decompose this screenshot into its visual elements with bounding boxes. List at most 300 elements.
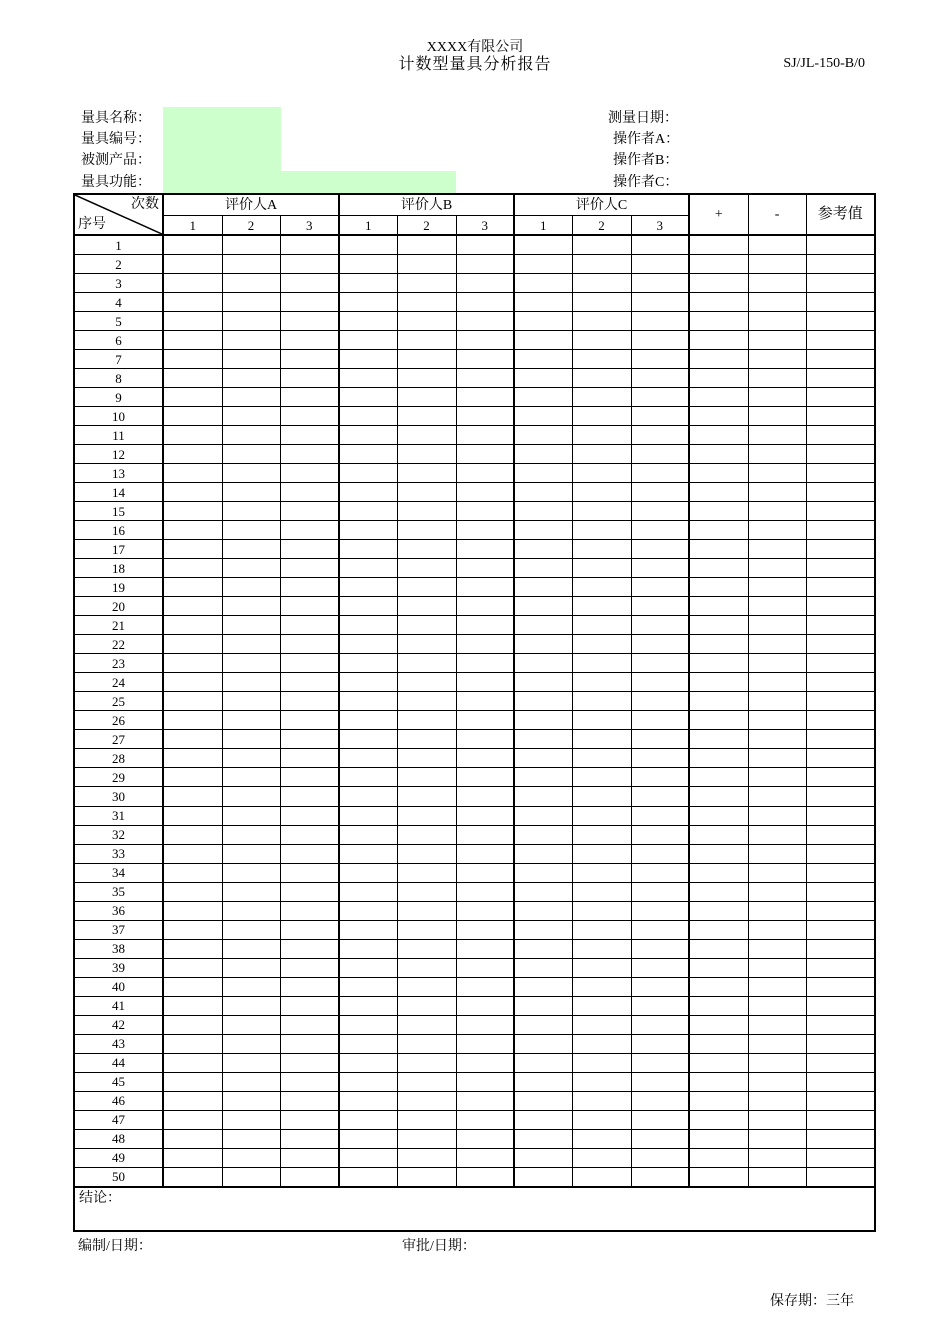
data-cell[interactable] (689, 825, 748, 844)
data-cell[interactable] (397, 768, 456, 787)
data-cell[interactable] (514, 654, 572, 673)
data-cell[interactable] (689, 483, 748, 502)
data-cell[interactable] (631, 1110, 689, 1129)
data-cell[interactable] (339, 635, 397, 654)
data-cell[interactable] (806, 996, 875, 1015)
data-cell[interactable] (339, 350, 397, 369)
data-cell[interactable] (572, 844, 631, 863)
data-cell[interactable] (631, 882, 689, 901)
data-cell[interactable] (572, 882, 631, 901)
data-cell[interactable] (572, 1034, 631, 1053)
data-cell[interactable] (689, 597, 748, 616)
data-cell[interactable] (572, 958, 631, 977)
data-cell[interactable] (280, 787, 339, 806)
data-cell[interactable] (397, 920, 456, 939)
data-cell[interactable] (514, 692, 572, 711)
data-cell[interactable] (689, 882, 748, 901)
data-cell[interactable] (456, 502, 514, 521)
data-cell[interactable] (631, 1034, 689, 1053)
data-cell[interactable] (222, 521, 280, 540)
data-cell[interactable] (280, 825, 339, 844)
data-cell[interactable] (456, 920, 514, 939)
data-cell[interactable] (572, 768, 631, 787)
data-cell[interactable] (689, 464, 748, 483)
data-cell[interactable] (514, 863, 572, 882)
data-cell[interactable] (748, 692, 806, 711)
data-cell[interactable] (397, 1110, 456, 1129)
data-cell[interactable] (456, 825, 514, 844)
data-cell[interactable] (514, 901, 572, 920)
data-cell[interactable] (222, 578, 280, 597)
data-cell[interactable] (689, 1167, 748, 1187)
data-cell[interactable] (689, 939, 748, 958)
data-cell[interactable] (514, 312, 572, 331)
data-cell[interactable] (514, 730, 572, 749)
data-cell[interactable] (163, 274, 222, 293)
data-cell[interactable] (631, 616, 689, 635)
data-cell[interactable] (514, 426, 572, 445)
data-cell[interactable] (572, 749, 631, 768)
data-cell[interactable] (689, 255, 748, 274)
data-cell[interactable] (572, 350, 631, 369)
data-cell[interactable] (397, 1072, 456, 1091)
data-cell[interactable] (631, 1091, 689, 1110)
data-cell[interactable] (748, 1015, 806, 1034)
data-cell[interactable] (514, 255, 572, 274)
data-cell[interactable] (339, 730, 397, 749)
data-cell[interactable] (631, 939, 689, 958)
data-cell[interactable] (514, 939, 572, 958)
data-cell[interactable] (163, 559, 222, 578)
data-cell[interactable] (631, 806, 689, 825)
data-cell[interactable] (456, 407, 514, 426)
data-cell[interactable] (514, 445, 572, 464)
data-cell[interactable] (572, 787, 631, 806)
data-cell[interactable] (806, 521, 875, 540)
data-cell[interactable] (631, 407, 689, 426)
data-cell[interactable] (280, 578, 339, 597)
data-cell[interactable] (456, 559, 514, 578)
data-cell[interactable] (572, 711, 631, 730)
data-cell[interactable] (514, 1148, 572, 1167)
data-cell[interactable] (572, 1091, 631, 1110)
data-cell[interactable] (806, 331, 875, 350)
data-cell[interactable] (514, 597, 572, 616)
data-cell[interactable] (806, 1015, 875, 1034)
data-cell[interactable] (806, 1053, 875, 1072)
data-cell[interactable] (572, 692, 631, 711)
data-cell[interactable] (280, 806, 339, 825)
data-cell[interactable] (163, 445, 222, 464)
data-cell[interactable] (397, 863, 456, 882)
data-cell[interactable] (806, 369, 875, 388)
data-cell[interactable] (280, 635, 339, 654)
data-cell[interactable] (514, 768, 572, 787)
data-cell[interactable] (572, 578, 631, 597)
data-cell[interactable] (631, 235, 689, 255)
data-cell[interactable] (163, 407, 222, 426)
data-cell[interactable] (163, 673, 222, 692)
data-cell[interactable] (456, 863, 514, 882)
data-cell[interactable] (806, 407, 875, 426)
data-cell[interactable] (806, 445, 875, 464)
data-cell[interactable] (339, 996, 397, 1015)
data-cell[interactable] (222, 559, 280, 578)
data-cell[interactable] (163, 863, 222, 882)
data-cell[interactable] (631, 654, 689, 673)
data-cell[interactable] (514, 958, 572, 977)
data-cell[interactable] (222, 350, 280, 369)
data-cell[interactable] (397, 559, 456, 578)
data-cell[interactable] (397, 483, 456, 502)
data-cell[interactable] (456, 274, 514, 293)
data-cell[interactable] (806, 1034, 875, 1053)
data-cell[interactable] (514, 825, 572, 844)
data-cell[interactable] (748, 730, 806, 749)
data-cell[interactable] (689, 863, 748, 882)
data-cell[interactable] (456, 787, 514, 806)
data-cell[interactable] (631, 863, 689, 882)
data-cell[interactable] (572, 235, 631, 255)
data-cell[interactable] (514, 540, 572, 559)
data-cell[interactable] (456, 939, 514, 958)
data-cell[interactable] (339, 825, 397, 844)
data-cell[interactable] (631, 730, 689, 749)
data-cell[interactable] (689, 426, 748, 445)
data-cell[interactable] (456, 1091, 514, 1110)
data-cell[interactable] (572, 806, 631, 825)
data-cell[interactable] (456, 255, 514, 274)
data-cell[interactable] (748, 768, 806, 787)
data-cell[interactable] (631, 673, 689, 692)
data-cell[interactable] (280, 616, 339, 635)
data-cell[interactable] (806, 293, 875, 312)
data-cell[interactable] (397, 540, 456, 559)
data-cell[interactable] (748, 312, 806, 331)
data-cell[interactable] (456, 749, 514, 768)
data-cell[interactable] (163, 578, 222, 597)
data-cell[interactable] (514, 1129, 572, 1148)
data-cell[interactable] (456, 977, 514, 996)
data-cell[interactable] (748, 806, 806, 825)
data-cell[interactable] (339, 1110, 397, 1129)
data-cell[interactable] (748, 1091, 806, 1110)
data-cell[interactable] (339, 483, 397, 502)
data-cell[interactable] (572, 1129, 631, 1148)
data-cell[interactable] (806, 464, 875, 483)
data-cell[interactable] (572, 293, 631, 312)
data-cell[interactable] (456, 1034, 514, 1053)
data-cell[interactable] (806, 388, 875, 407)
data-cell[interactable] (280, 274, 339, 293)
data-cell[interactable] (163, 312, 222, 331)
data-cell[interactable] (280, 559, 339, 578)
data-cell[interactable] (222, 331, 280, 350)
data-cell[interactable] (339, 445, 397, 464)
data-cell[interactable] (163, 996, 222, 1015)
data-cell[interactable] (689, 578, 748, 597)
data-cell[interactable] (631, 996, 689, 1015)
data-cell[interactable] (631, 635, 689, 654)
data-cell[interactable] (163, 692, 222, 711)
data-cell[interactable] (631, 1072, 689, 1091)
data-cell[interactable] (339, 977, 397, 996)
data-cell[interactable] (339, 1072, 397, 1091)
data-cell[interactable] (514, 559, 572, 578)
data-cell[interactable] (397, 616, 456, 635)
data-cell[interactable] (339, 1148, 397, 1167)
data-cell[interactable] (456, 635, 514, 654)
data-cell[interactable] (572, 540, 631, 559)
data-cell[interactable] (339, 331, 397, 350)
data-cell[interactable] (339, 521, 397, 540)
data-cell[interactable] (456, 806, 514, 825)
data-cell[interactable] (280, 293, 339, 312)
data-cell[interactable] (456, 1015, 514, 1034)
data-cell[interactable] (748, 939, 806, 958)
data-cell[interactable] (163, 1129, 222, 1148)
data-cell[interactable] (514, 578, 572, 597)
data-cell[interactable] (806, 749, 875, 768)
data-cell[interactable] (339, 901, 397, 920)
data-cell[interactable] (397, 635, 456, 654)
data-cell[interactable] (689, 673, 748, 692)
data-cell[interactable] (631, 502, 689, 521)
data-cell[interactable] (397, 1129, 456, 1148)
data-cell[interactable] (514, 1072, 572, 1091)
data-cell[interactable] (456, 445, 514, 464)
data-cell[interactable] (397, 293, 456, 312)
data-cell[interactable] (222, 1072, 280, 1091)
data-cell[interactable] (748, 235, 806, 255)
data-cell[interactable] (689, 369, 748, 388)
data-cell[interactable] (397, 711, 456, 730)
data-cell[interactable] (280, 483, 339, 502)
data-cell[interactable] (163, 616, 222, 635)
data-cell[interactable] (163, 235, 222, 255)
data-cell[interactable] (339, 255, 397, 274)
data-cell[interactable] (339, 711, 397, 730)
data-cell[interactable] (222, 996, 280, 1015)
data-cell[interactable] (806, 977, 875, 996)
data-cell[interactable] (748, 331, 806, 350)
data-cell[interactable] (456, 901, 514, 920)
data-cell[interactable] (222, 616, 280, 635)
data-cell[interactable] (163, 787, 222, 806)
data-cell[interactable] (806, 939, 875, 958)
data-cell[interactable] (397, 1091, 456, 1110)
data-cell[interactable] (748, 787, 806, 806)
data-cell[interactable] (222, 730, 280, 749)
data-cell[interactable] (280, 388, 339, 407)
data-cell[interactable] (689, 1072, 748, 1091)
data-cell[interactable] (806, 673, 875, 692)
data-cell[interactable] (339, 654, 397, 673)
data-cell[interactable] (397, 464, 456, 483)
data-cell[interactable] (689, 977, 748, 996)
data-cell[interactable] (572, 502, 631, 521)
data-cell[interactable] (631, 255, 689, 274)
data-cell[interactable] (631, 1148, 689, 1167)
data-cell[interactable] (280, 1110, 339, 1129)
data-cell[interactable] (163, 1110, 222, 1129)
data-cell[interactable] (163, 483, 222, 502)
data-cell[interactable] (514, 996, 572, 1015)
data-cell[interactable] (456, 844, 514, 863)
data-cell[interactable] (689, 540, 748, 559)
data-cell[interactable] (222, 293, 280, 312)
data-cell[interactable] (514, 977, 572, 996)
data-cell[interactable] (748, 559, 806, 578)
data-cell[interactable] (222, 749, 280, 768)
data-cell[interactable] (806, 692, 875, 711)
data-cell[interactable] (514, 369, 572, 388)
data-cell[interactable] (572, 616, 631, 635)
data-cell[interactable] (280, 502, 339, 521)
data-cell[interactable] (397, 692, 456, 711)
data-cell[interactable] (456, 673, 514, 692)
data-cell[interactable] (572, 426, 631, 445)
data-cell[interactable] (397, 407, 456, 426)
data-cell[interactable] (689, 844, 748, 863)
data-cell[interactable] (748, 1053, 806, 1072)
data-cell[interactable] (339, 1034, 397, 1053)
data-cell[interactable] (689, 920, 748, 939)
data-cell[interactable] (514, 350, 572, 369)
data-cell[interactable] (280, 350, 339, 369)
data-cell[interactable] (806, 1167, 875, 1187)
data-cell[interactable] (748, 426, 806, 445)
data-cell[interactable] (397, 996, 456, 1015)
data-cell[interactable] (748, 350, 806, 369)
data-cell[interactable] (222, 312, 280, 331)
data-cell[interactable] (397, 312, 456, 331)
conclusion-cell[interactable]: 结论： (74, 1187, 875, 1231)
data-cell[interactable] (806, 635, 875, 654)
data-cell[interactable] (572, 1110, 631, 1129)
data-cell[interactable] (689, 958, 748, 977)
data-cell[interactable] (222, 673, 280, 692)
data-cell[interactable] (689, 901, 748, 920)
data-cell[interactable] (456, 730, 514, 749)
data-cell[interactable] (222, 635, 280, 654)
data-cell[interactable] (748, 293, 806, 312)
data-cell[interactable] (222, 1015, 280, 1034)
data-cell[interactable] (456, 464, 514, 483)
data-cell[interactable] (456, 711, 514, 730)
data-cell[interactable] (222, 901, 280, 920)
data-cell[interactable] (631, 559, 689, 578)
data-cell[interactable] (572, 464, 631, 483)
data-cell[interactable] (689, 806, 748, 825)
data-cell[interactable] (806, 863, 875, 882)
data-cell[interactable] (631, 331, 689, 350)
data-cell[interactable] (397, 749, 456, 768)
data-cell[interactable] (163, 730, 222, 749)
data-cell[interactable] (339, 369, 397, 388)
data-cell[interactable] (689, 635, 748, 654)
data-cell[interactable] (163, 958, 222, 977)
data-cell[interactable] (222, 274, 280, 293)
data-cell[interactable] (163, 540, 222, 559)
data-cell[interactable] (280, 445, 339, 464)
data-cell[interactable] (748, 958, 806, 977)
data-cell[interactable] (163, 1053, 222, 1072)
data-cell[interactable] (689, 445, 748, 464)
data-cell[interactable] (514, 711, 572, 730)
data-cell[interactable] (689, 616, 748, 635)
data-cell[interactable] (514, 1053, 572, 1072)
data-cell[interactable] (397, 388, 456, 407)
data-cell[interactable] (280, 749, 339, 768)
data-cell[interactable] (806, 235, 875, 255)
data-cell[interactable] (748, 369, 806, 388)
data-cell[interactable] (514, 483, 572, 502)
data-cell[interactable] (339, 1053, 397, 1072)
data-cell[interactable] (689, 1110, 748, 1129)
data-cell[interactable] (280, 673, 339, 692)
data-cell[interactable] (689, 996, 748, 1015)
data-cell[interactable] (572, 483, 631, 502)
data-cell[interactable] (514, 521, 572, 540)
data-cell[interactable] (339, 502, 397, 521)
data-cell[interactable] (397, 350, 456, 369)
data-cell[interactable] (631, 369, 689, 388)
data-cell[interactable] (514, 274, 572, 293)
data-cell[interactable] (806, 312, 875, 331)
data-cell[interactable] (572, 369, 631, 388)
data-cell[interactable] (339, 863, 397, 882)
data-cell[interactable] (748, 578, 806, 597)
data-cell[interactable] (280, 958, 339, 977)
data-cell[interactable] (339, 407, 397, 426)
data-cell[interactable] (397, 597, 456, 616)
data-cell[interactable] (514, 920, 572, 939)
data-cell[interactable] (806, 483, 875, 502)
data-cell[interactable] (631, 426, 689, 445)
data-cell[interactable] (748, 882, 806, 901)
data-cell[interactable] (806, 559, 875, 578)
data-cell[interactable] (572, 331, 631, 350)
data-cell[interactable] (222, 464, 280, 483)
data-cell[interactable] (572, 312, 631, 331)
data-cell[interactable] (572, 521, 631, 540)
data-cell[interactable] (163, 255, 222, 274)
data-cell[interactable] (163, 369, 222, 388)
data-cell[interactable] (689, 692, 748, 711)
data-cell[interactable] (572, 996, 631, 1015)
data-cell[interactable] (689, 407, 748, 426)
data-cell[interactable] (631, 540, 689, 559)
data-cell[interactable] (806, 540, 875, 559)
data-cell[interactable] (339, 597, 397, 616)
data-cell[interactable] (163, 388, 222, 407)
data-cell[interactable] (514, 293, 572, 312)
gauge-function-field[interactable] (163, 171, 456, 193)
data-cell[interactable] (163, 597, 222, 616)
data-cell[interactable] (689, 559, 748, 578)
data-cell[interactable] (514, 1091, 572, 1110)
data-cell[interactable] (222, 1129, 280, 1148)
data-cell[interactable] (631, 597, 689, 616)
data-cell[interactable] (222, 1110, 280, 1129)
data-cell[interactable] (806, 958, 875, 977)
data-cell[interactable] (280, 654, 339, 673)
data-cell[interactable] (514, 1015, 572, 1034)
data-cell[interactable] (748, 274, 806, 293)
data-cell[interactable] (689, 1091, 748, 1110)
data-cell[interactable] (748, 388, 806, 407)
